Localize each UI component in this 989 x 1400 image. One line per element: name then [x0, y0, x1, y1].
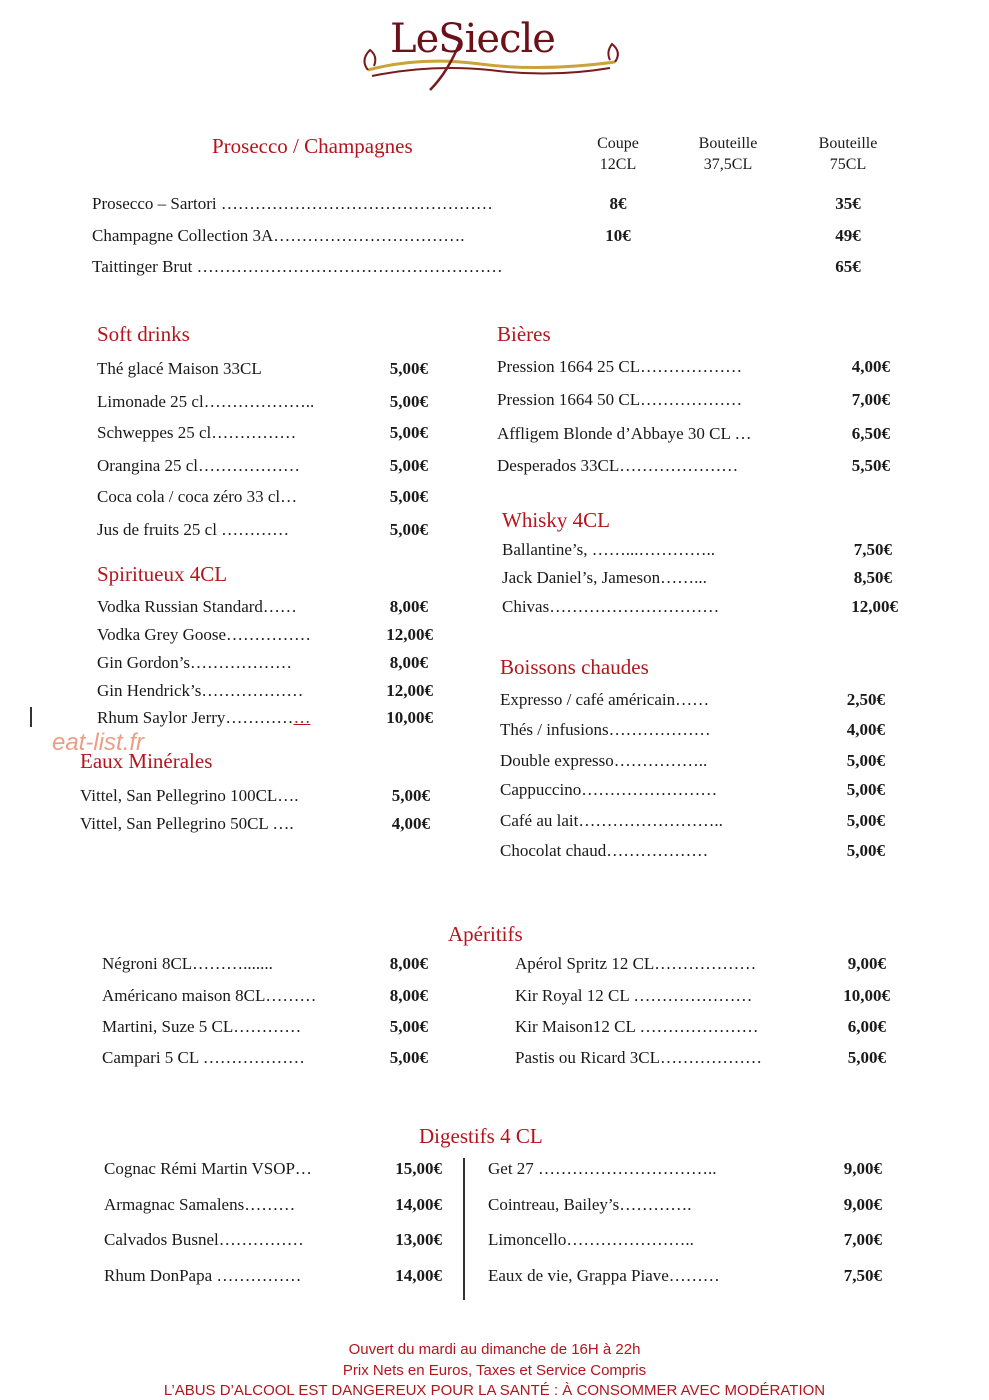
list-item: Gin Hendrick’s………………: [97, 681, 304, 700]
price-coupe: 10€: [605, 226, 631, 245]
list-item: Orangina 25 cl………………: [97, 456, 301, 475]
list-item: Eaux de vie, Grappa Piave………: [488, 1266, 720, 1285]
col-bouteille-75-line2: 75CL: [829, 156, 867, 173]
item-price: 5,50€: [851, 456, 890, 475]
list-item: Desperados 33CL…………………: [497, 456, 739, 475]
item-price: 7,50€: [853, 540, 892, 559]
watermark: eat-list.fr: [52, 729, 145, 756]
list-item: Martini, Suze 5 CL…………: [102, 1017, 302, 1036]
list-item: Négroni 8CL……….......: [102, 954, 273, 973]
item-price: 5,00€: [389, 1017, 428, 1036]
item-price: 5,00€: [389, 487, 428, 506]
item-price: 5,00€: [389, 1048, 428, 1067]
list-item: Jus de fruits 25 cl …………: [97, 520, 290, 539]
list-item: Apérol Spritz 12 CL………………: [515, 954, 757, 973]
list-item: Armagnac Samalens………: [104, 1195, 296, 1214]
list-item: Cointreau, Bailey’s………….: [488, 1195, 692, 1214]
item-price: 4,00€: [846, 720, 885, 739]
list-item: Taittinger Brut ………………………………………………: [92, 257, 503, 276]
list-item: Coca cola / coca zéro 33 cl…: [97, 487, 298, 506]
item-price: 5,00€: [391, 786, 430, 805]
item-price: 9,00€: [847, 954, 886, 973]
item-price: 5,00€: [846, 780, 885, 799]
list-item: [97, 708, 310, 728]
list-item: Café au lait……………………..: [500, 811, 723, 830]
item-price: 7,50€: [843, 1266, 882, 1285]
item-price: 13,00€: [395, 1230, 442, 1249]
col-bouteille-37-line2: 37,5CL: [703, 156, 753, 173]
list-item: Campari 5 CL ………………: [102, 1048, 305, 1067]
list-item: Pression 1664 25 CL………………: [497, 357, 743, 376]
list-item: Vittel, San Pellegrino 50CL ….: [80, 814, 294, 833]
item-price: 12,00€: [386, 625, 433, 644]
item-price: 7,00€: [851, 390, 890, 409]
list-item: Thés / infusions………………: [500, 720, 711, 739]
chaudes-title: Boissons chaudes: [500, 655, 649, 679]
list-item: Vodka Russian Standard……: [97, 597, 297, 616]
col-bouteille-75: [803, 133, 893, 175]
col-coupe: [578, 133, 658, 175]
item-price: 8,50€: [853, 568, 892, 587]
footer-prices-note: Prix Nets en Euros, Taxes et Service Compris: [342, 1362, 647, 1379]
list-item: Cognac Rémi Martin VSOP…: [104, 1159, 312, 1178]
item-price: 8,00€: [389, 986, 428, 1005]
list-item: Kir Royal 12 CL …………………: [515, 986, 753, 1005]
list-item: Chocolat chaud………………: [500, 841, 709, 860]
list-item: Cappuccino……………………: [500, 780, 718, 799]
list-item: Kir Maison12 CL …………………: [515, 1017, 759, 1036]
item-price: 10,00€: [843, 986, 890, 1005]
item-price: 2,50€: [846, 690, 885, 709]
item-price: 5,00€: [389, 392, 428, 411]
item-price: 6,50€: [851, 424, 890, 443]
list-item: Jack Daniel’s, Jameson……...: [502, 568, 707, 587]
item-price: 10,00€: [386, 708, 433, 727]
item-price: 15,00€: [395, 1159, 442, 1178]
item-price: 5,00€: [846, 811, 885, 830]
column-divider: [463, 1158, 465, 1300]
price-75cl: 65€: [835, 257, 861, 276]
item-price: 5,00€: [389, 359, 428, 378]
list-item: Prosecco – Sartori …………………………………………: [92, 194, 493, 213]
list-item: Américano maison 8CL………: [102, 986, 317, 1005]
aperitifs-title: Apéritifs: [448, 922, 523, 946]
item-dots-link: …: [293, 708, 311, 727]
list-item: Get 27 …………………………..: [488, 1159, 717, 1178]
col-coupe-line1: Coupe: [597, 135, 639, 152]
item-price: 5,00€: [389, 423, 428, 442]
logo-text: LeSiecle: [390, 16, 555, 62]
item-price: 5,00€: [846, 841, 885, 860]
item-price: 5,00€: [847, 1048, 886, 1067]
bieres-title: Bières: [497, 322, 551, 346]
list-item: Expresso / café américain……: [500, 690, 710, 709]
item-price: 12,00€: [386, 681, 433, 700]
list-item: Chivas…………………………: [502, 597, 720, 616]
item-price: 8,00€: [389, 653, 428, 672]
price-coupe: 8€: [609, 194, 627, 213]
digestifs-title: Digestifs 4 CL: [419, 1124, 543, 1148]
item-price: 6,00€: [847, 1017, 886, 1036]
item-price: 12,00€: [851, 597, 898, 616]
list-item: Schweppes 25 cl……………: [97, 423, 297, 442]
col-coupe-line2: 12CL: [599, 156, 637, 173]
list-item: Limoncello…………………..: [488, 1230, 694, 1249]
item-price: 4,00€: [851, 357, 890, 376]
champagnes-title: Prosecco / Champagnes: [212, 134, 413, 158]
list-item: Ballantine’s, ……...…………..: [502, 540, 715, 559]
list-item: Pastis ou Ricard 3CL………………: [515, 1048, 762, 1067]
item-price: 14,00€: [395, 1266, 442, 1285]
col-bouteille-37-line1: Bouteille: [698, 135, 758, 152]
soft-drinks-title: Soft drinks: [97, 322, 190, 346]
list-item: Gin Gordon’s………………: [97, 653, 293, 672]
list-item: Limonade 25 cl………………..: [97, 392, 315, 411]
list-item: Vodka Grey Goose……………: [97, 625, 312, 644]
item-price: 5,00€: [389, 456, 428, 475]
footer-hours: Ouvert du mardi au dimanche de 16H à 22h: [348, 1341, 641, 1358]
item-price: 5,00€: [846, 751, 885, 770]
list-item: Vittel, San Pellegrino 100CL….: [80, 786, 299, 805]
list-item: Rhum DonPapa ……………: [104, 1266, 302, 1285]
item-price: 7,00€: [843, 1230, 882, 1249]
eaux-title: Eaux Minérales: [80, 749, 213, 773]
spiritueux-title: Spiritueux 4CL: [97, 562, 228, 586]
list-item: Double expresso……………..: [500, 751, 708, 770]
logo: [360, 12, 625, 94]
item-price: 5,00€: [389, 520, 428, 539]
item-price: 8,00€: [389, 597, 428, 616]
item-price: 9,00€: [843, 1195, 882, 1214]
whisky-title: Whisky 4CL: [502, 508, 610, 532]
list-item: Champagne Collection 3A…………………………….: [92, 226, 465, 245]
item-name: Rhum Saylor Jerry…………: [97, 708, 294, 727]
col-bouteille-75-line1: Bouteille: [818, 135, 878, 152]
price-75cl: 35€: [835, 194, 861, 213]
footer-warning: L’ABUS D’ALCOOL EST DANGEREUX POUR LA SANTÉ : À CONSOMMER AVEC MODÉRATION: [163, 1382, 826, 1399]
price-75cl: 49€: [835, 226, 861, 245]
item-price: 9,00€: [843, 1159, 882, 1178]
list-item: Thé glacé Maison 33CL: [97, 359, 262, 378]
list-item: Calvados Busnel……………: [104, 1230, 304, 1249]
text-cursor: [30, 707, 32, 727]
item-price: 14,00€: [395, 1195, 442, 1214]
col-bouteille-37: [683, 133, 773, 175]
list-item: Pression 1664 50 CL………………: [497, 390, 743, 409]
item-price: 8,00€: [389, 954, 428, 973]
item-price: 4,00€: [391, 814, 430, 833]
list-item: Affligem Blonde d’Abbaye 30 CL …: [497, 424, 752, 443]
